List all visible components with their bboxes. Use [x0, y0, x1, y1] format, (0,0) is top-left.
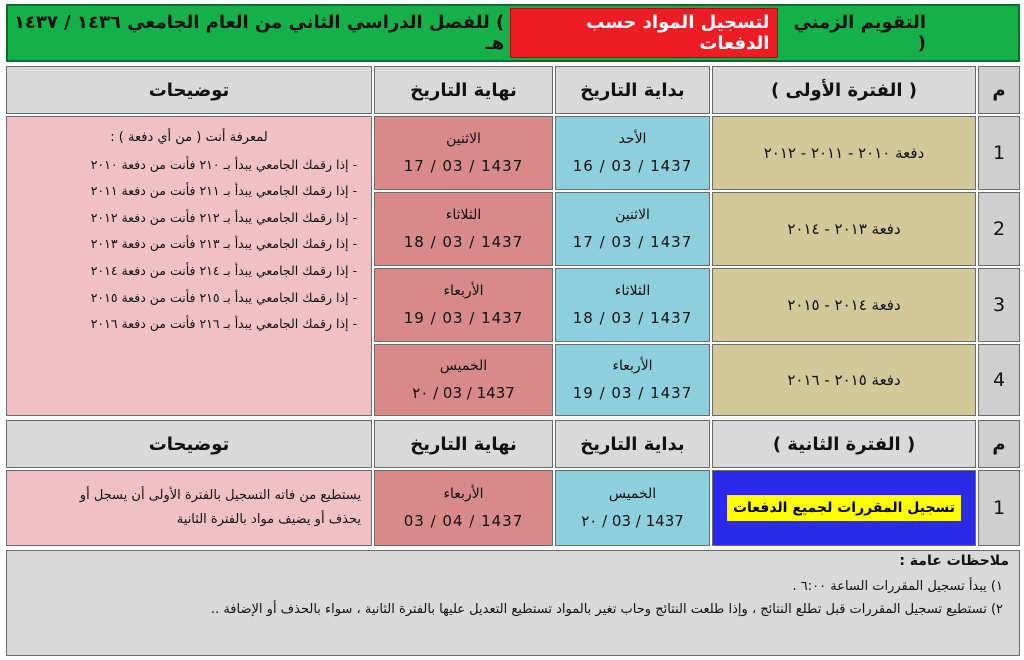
p2-note-line: يحذف أو يضيف مواد بالفترة الثانية [176, 512, 361, 527]
p1-row2-num: 2 [978, 192, 1020, 266]
p1-row1-end: الاثنين 17 / 03 / 1437 [374, 116, 553, 190]
p2-row1-notes [6, 470, 372, 546]
title-highlight: لتسجيل المواد حسب الدفعات [510, 8, 778, 58]
p1-row1-start: الأحد 16 / 03 / 1437 [555, 116, 710, 190]
title-banner [6, 4, 1020, 62]
p2-header-period: ( الفترة الثانية ) [712, 420, 976, 468]
p1-row2-end: الثلاثاء 18 / 03 / 1437 [374, 192, 553, 266]
p2-header-start: بداية التاريخ [555, 420, 710, 468]
general-notes-title: ملاحظات عامة : [899, 553, 1009, 569]
p1-row1-batch: دفعة ٢٠١٠ - ٢٠١١ - ٢٠١٢ [712, 116, 976, 190]
general-notes [6, 550, 1020, 656]
p2-row1-start: الخميس ٢٠ / 03 / 1437 [555, 470, 710, 546]
p1-note-item: - إذا رقمك الجامعي يبدأ بـ ٢١٢ فأنت من دفعة ٢٠١٢ [90, 209, 357, 225]
p1-row4-batch: دفعة ٢٠١٥ - ٢٠١٦ [712, 344, 976, 416]
p2-header-end: نهاية التاريخ [374, 420, 553, 468]
p2-header-notes: توضيحات [6, 420, 372, 468]
p1-header-notes: توضيحات [6, 66, 372, 114]
title-suffix: ) للفصل الدراسي الثاني من العام الجامعي ١٤٣٦ / ١٤٣٧ هـ [13, 12, 505, 54]
p1-row3-start: الثلاثاء 18 / 03 / 1437 [555, 268, 710, 342]
p1-row4-num: 4 [978, 344, 1020, 416]
title-prefix: التقويم الزمني ( [793, 12, 926, 54]
p2-header-num: م [978, 420, 1020, 468]
p2-row1-num: 1 [978, 470, 1020, 546]
general-note-item: ٢) تستطيع تسجيل المقررات قبل تطلع النتائج ، وإذا طلعت النتائج وحاب تغير بالمواد تستطيع التعديل عليها بالفترة الثانية ، سواء بالحذف أو الإضافة .. [210, 602, 1003, 617]
p1-note-item: - إذا رقمك الجامعي يبدأ بـ ٢١٠ فأنت من دفعة ٢٠١٠ [90, 156, 357, 172]
p2-row1-end: الأربعاء 03 / 04 / 1437 [374, 470, 553, 546]
p1-row1-num: 1 [978, 116, 1020, 190]
p2-row1-label: تسجيل المقررات لجميع الدفعات [712, 470, 976, 546]
p1-row4-end: الخميس ٢٠ / 03 / 1437 [374, 344, 553, 416]
p1-note-item: - إذا رقمك الجامعي يبدأ بـ ٢١٥ فأنت من دفعة ٢٠١٥ [90, 289, 357, 305]
p2-note-line: يستطيع من فاته التسجيل بالفترة الأولى أن يسجل أو [79, 488, 361, 503]
p1-note-item: - إذا رقمك الجامعي يبدأ بـ ٢١٦ فأنت من دفعة ٢٠١٦ [90, 316, 357, 332]
p1-note-item: - إذا رقمك الجامعي يبدأ بـ ٢١٣ فأنت من دفعة ٢٠١٣ [90, 236, 357, 252]
p1-header-period: ( الفترة الأولى ) [712, 66, 976, 114]
p1-note-item: - إذا رقمك الجامعي يبدأ بـ ٢١٤ فأنت من دفعة ٢٠١٤ [90, 262, 357, 278]
p1-header-end: نهاية التاريخ [374, 66, 553, 114]
p1-row4-start: الأربعاء 19 / 03 / 1437 [555, 344, 710, 416]
p1-note-item: - إذا رقمك الجامعي يبدأ بـ ٢١١ فأنت من دفعة ٢٠١١ [90, 183, 357, 199]
p1-row3-num: 3 [978, 268, 1020, 342]
p1-row3-batch: دفعة ٢٠١٤ - ٢٠١٥ [712, 268, 976, 342]
p1-header-start: بداية التاريخ [555, 66, 710, 114]
p1-row2-start: الاثنين 17 / 03 / 1437 [555, 192, 710, 266]
p1-notes-title: لمعرفة أنت ( من أي دفعة ) : [110, 130, 268, 145]
p1-row2-batch: دفعة ٢٠١٣ - ٢٠١٤ [712, 192, 976, 266]
p1-notes [6, 116, 372, 416]
p1-row3-end: الأربعاء 19 / 03 / 1437 [374, 268, 553, 342]
p1-header-num: م [978, 66, 1020, 114]
general-note-item: ١) يبدأ تسجيل المقررات الساعة ٦:٠٠ . [792, 579, 1003, 594]
